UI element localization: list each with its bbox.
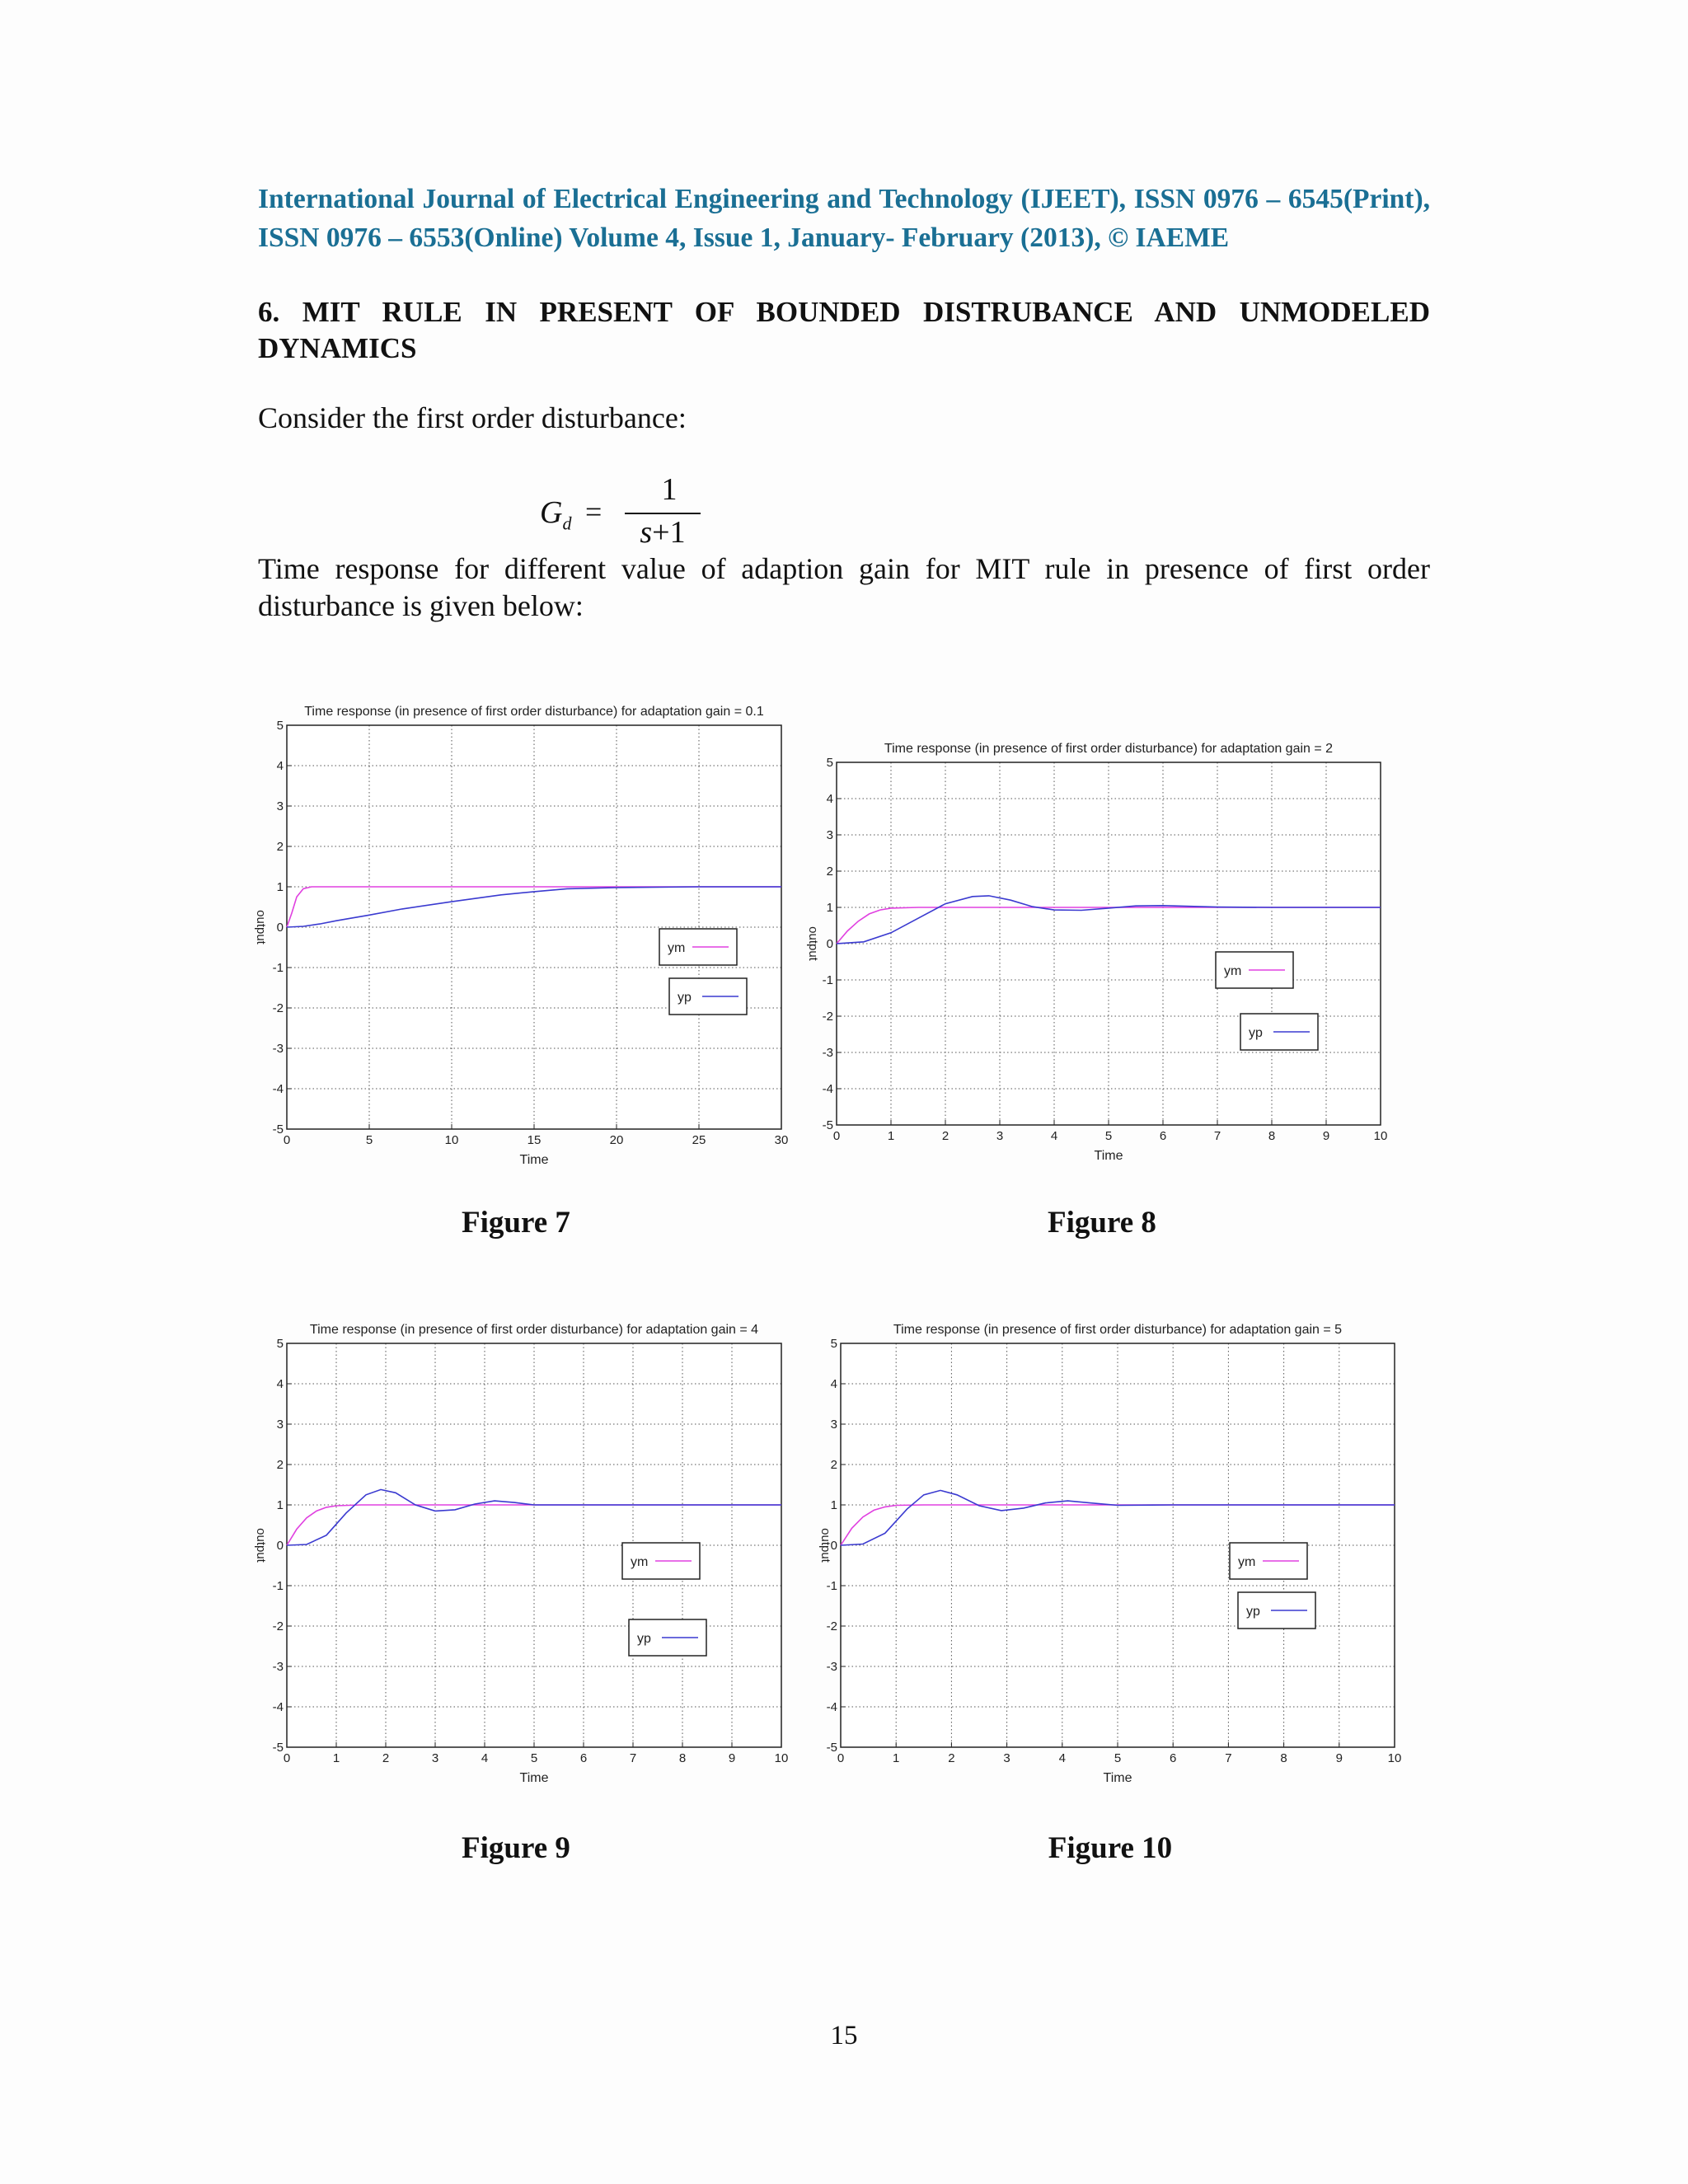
y-tick-label: -3 (272, 1042, 284, 1056)
disturbance-equation (540, 471, 738, 554)
figure-7-caption: Figure 7 (462, 1206, 570, 1240)
x-tick-label: 0 (837, 1751, 845, 1765)
x-tick-label: 25 (692, 1133, 706, 1147)
y-tick-label: 1 (830, 1498, 837, 1512)
y-tick-label: 5 (276, 1337, 284, 1351)
legend-label: ym (1238, 1555, 1256, 1569)
x-tick-label: 2 (382, 1751, 390, 1765)
legend-ym (1230, 1543, 1307, 1579)
x-tick-label: 1 (893, 1751, 900, 1765)
x-axis-label: Time (1094, 1149, 1123, 1163)
y-tick-label: 0 (276, 921, 284, 935)
y-tick-label: 4 (826, 792, 833, 806)
legend-label: ym (1224, 964, 1242, 978)
x-tick-label: 30 (774, 1133, 789, 1147)
x-tick-label: 3 (996, 1129, 1004, 1143)
figure-8-caption: Figure 8 (1048, 1206, 1156, 1240)
figure-8-chart (799, 738, 1388, 1183)
y-tick-label: -2 (826, 1619, 837, 1633)
y-tick-label: 0 (830, 1539, 837, 1553)
plot-area (841, 1343, 1395, 1747)
legend-ym (1216, 952, 1293, 988)
x-axis-label: Time (519, 1771, 549, 1785)
y-tick-label: 3 (276, 799, 284, 813)
chart-svg (799, 738, 1388, 1183)
y-tick-label: -1 (826, 1579, 837, 1593)
x-tick-label: 5 (1104, 1129, 1113, 1143)
y-tick-label: -2 (272, 1001, 284, 1015)
x-tick-label: 3 (431, 1751, 439, 1765)
x-tick-label: 6 (579, 1751, 588, 1765)
y-tick-label: -2 (272, 1619, 284, 1633)
x-tick-label: 4 (1050, 1129, 1058, 1143)
x-tick-label: 4 (481, 1751, 489, 1765)
x-tick-label: 9 (1322, 1129, 1330, 1143)
y-tick-label: -3 (826, 1660, 837, 1674)
y-tick-label: 3 (830, 1418, 837, 1432)
legend-yp (1238, 1592, 1315, 1629)
legend-label: ym (631, 1555, 649, 1569)
figure-9-chart (247, 1312, 791, 1794)
chart-svg (812, 1312, 1402, 1794)
equation-numerator: 1 (661, 472, 678, 507)
x-tick-label: 15 (527, 1133, 542, 1147)
x-tick-label: 10 (1387, 1751, 1402, 1765)
x-tick-label: 7 (629, 1751, 637, 1765)
y-tick-label: -5 (826, 1741, 837, 1755)
legend-yp (669, 978, 747, 1015)
x-tick-label: 0 (832, 1129, 841, 1143)
x-tick-label: 2 (941, 1129, 950, 1143)
x-tick-label: 8 (1268, 1129, 1276, 1143)
y-tick-label: 2 (276, 840, 284, 854)
page-number: 15 (830, 2021, 858, 2050)
y-tick-label: -5 (272, 1122, 284, 1137)
y-tick-label: -2 (822, 1010, 833, 1024)
legend-label: ym (668, 941, 686, 955)
x-tick-label: 1 (332, 1751, 340, 1765)
y-tick-label: 4 (276, 1377, 284, 1391)
x-tick-label: 9 (1335, 1751, 1343, 1765)
x-tick-label: 0 (283, 1133, 291, 1147)
equation-equals: = (585, 495, 603, 528)
x-tick-label: 10 (774, 1751, 789, 1765)
description-paragraph: Time response for different value of adaption gain for MIT rule in presence of first order disturbance is given below: (258, 552, 1430, 622)
legend-yp (1240, 1014, 1318, 1050)
x-tick-label: 0 (283, 1751, 291, 1765)
y-tick-label: 2 (826, 865, 833, 879)
x-tick-label: 20 (609, 1133, 624, 1147)
x-tick-label: 1 (887, 1129, 895, 1143)
y-tick-label: 5 (826, 756, 833, 770)
intro-paragraph: Consider the first order disturbance: (258, 401, 687, 434)
y-tick-label: 0 (826, 937, 833, 951)
journal-header: International Journal of Electrical Engineering and Technology (IJEET), ISSN 0976 – 6545(Print), ISSN 0976 – 6553(Online) Volume 4, Issue 1, January- February (2013), © IAEME (258, 184, 1430, 253)
y-tick-label: -5 (822, 1118, 833, 1132)
x-tick-label: 4 (1058, 1751, 1066, 1765)
figure-10-caption: Figure 10 (1048, 1831, 1173, 1865)
y-axis-label: output (818, 1528, 832, 1563)
figure-9-caption: Figure 9 (462, 1831, 570, 1865)
y-axis-label: output (254, 910, 268, 944)
y-tick-label: 1 (826, 901, 833, 915)
x-tick-label: 2 (948, 1751, 955, 1765)
chart-title: Time response (in presence of first order disturbance) for adaptation gain = 0.1 (304, 705, 764, 719)
y-tick-label: 0 (276, 1539, 284, 1553)
legend-ym (659, 929, 737, 965)
chart-title: Time response (in presence of first order disturbance) for adaptation gain = 5 (893, 1323, 1343, 1337)
legend-label: yp (1246, 1605, 1260, 1619)
section-heading: 6. MIT RULE IN PRESENT OF BOUNDED DISTRUBANCE AND UNMODELED DYNAMICS (258, 296, 1430, 364)
y-tick-label: -1 (272, 961, 284, 975)
y-axis-label: output (254, 1528, 268, 1563)
figure-7-chart (247, 694, 791, 1176)
x-tick-label: 9 (728, 1751, 736, 1765)
x-tick-label: 5 (530, 1751, 538, 1765)
x-tick-label: 8 (1280, 1751, 1287, 1765)
y-tick-label: -5 (272, 1741, 284, 1755)
legend-yp (629, 1619, 706, 1656)
equation-denominator: s+1 (640, 515, 686, 550)
y-tick-label: 1 (276, 880, 284, 894)
x-tick-label: 3 (1003, 1751, 1010, 1765)
y-tick-label: -1 (272, 1579, 284, 1593)
chart-svg (247, 1312, 791, 1794)
x-tick-label: 7 (1213, 1129, 1221, 1143)
x-tick-label: 7 (1225, 1751, 1232, 1765)
y-tick-label: 5 (276, 719, 284, 733)
y-tick-label: 2 (276, 1458, 284, 1472)
chart-title: Time response (in presence of first order disturbance) for adaptation gain = 4 (309, 1323, 759, 1337)
equation-lhs: $G_d$ (540, 495, 572, 534)
x-tick-label: 10 (444, 1133, 459, 1147)
y-tick-label: -4 (826, 1700, 837, 1714)
y-tick-label: -4 (272, 1700, 284, 1714)
x-axis-label: Time (1103, 1771, 1132, 1785)
y-tick-label: -3 (272, 1660, 284, 1674)
y-tick-label: 3 (826, 828, 833, 842)
y-tick-label: 2 (830, 1458, 837, 1472)
x-tick-label: 6 (1170, 1751, 1177, 1765)
y-tick-label: 4 (276, 759, 284, 773)
x-tick-label: 8 (678, 1751, 687, 1765)
y-tick-label: 4 (830, 1377, 837, 1391)
y-tick-label: -3 (822, 1046, 833, 1060)
x-tick-label: 5 (1114, 1751, 1122, 1765)
y-tick-label: -4 (272, 1082, 284, 1096)
x-tick-label: 10 (1373, 1129, 1388, 1143)
legend-label: yp (1249, 1026, 1263, 1040)
y-tick-label: -4 (822, 1082, 833, 1096)
figure-10-chart (812, 1312, 1402, 1794)
y-tick-label: -1 (822, 973, 833, 987)
y-tick-label: 3 (276, 1418, 284, 1432)
legend-ym (622, 1543, 700, 1579)
y-tick-label: 1 (276, 1498, 284, 1512)
legend-label: yp (637, 1632, 651, 1646)
legend-label: yp (678, 991, 692, 1005)
y-tick-label: 5 (830, 1337, 837, 1351)
x-tick-label: 6 (1159, 1129, 1167, 1143)
chart-svg (247, 694, 791, 1176)
chart-title: Time response (in presence of first order disturbance) for adaptation gain = 2 (884, 742, 1334, 756)
y-axis-label: output (806, 926, 820, 961)
x-axis-label: Time (519, 1153, 549, 1167)
x-tick-label: 5 (365, 1133, 373, 1147)
